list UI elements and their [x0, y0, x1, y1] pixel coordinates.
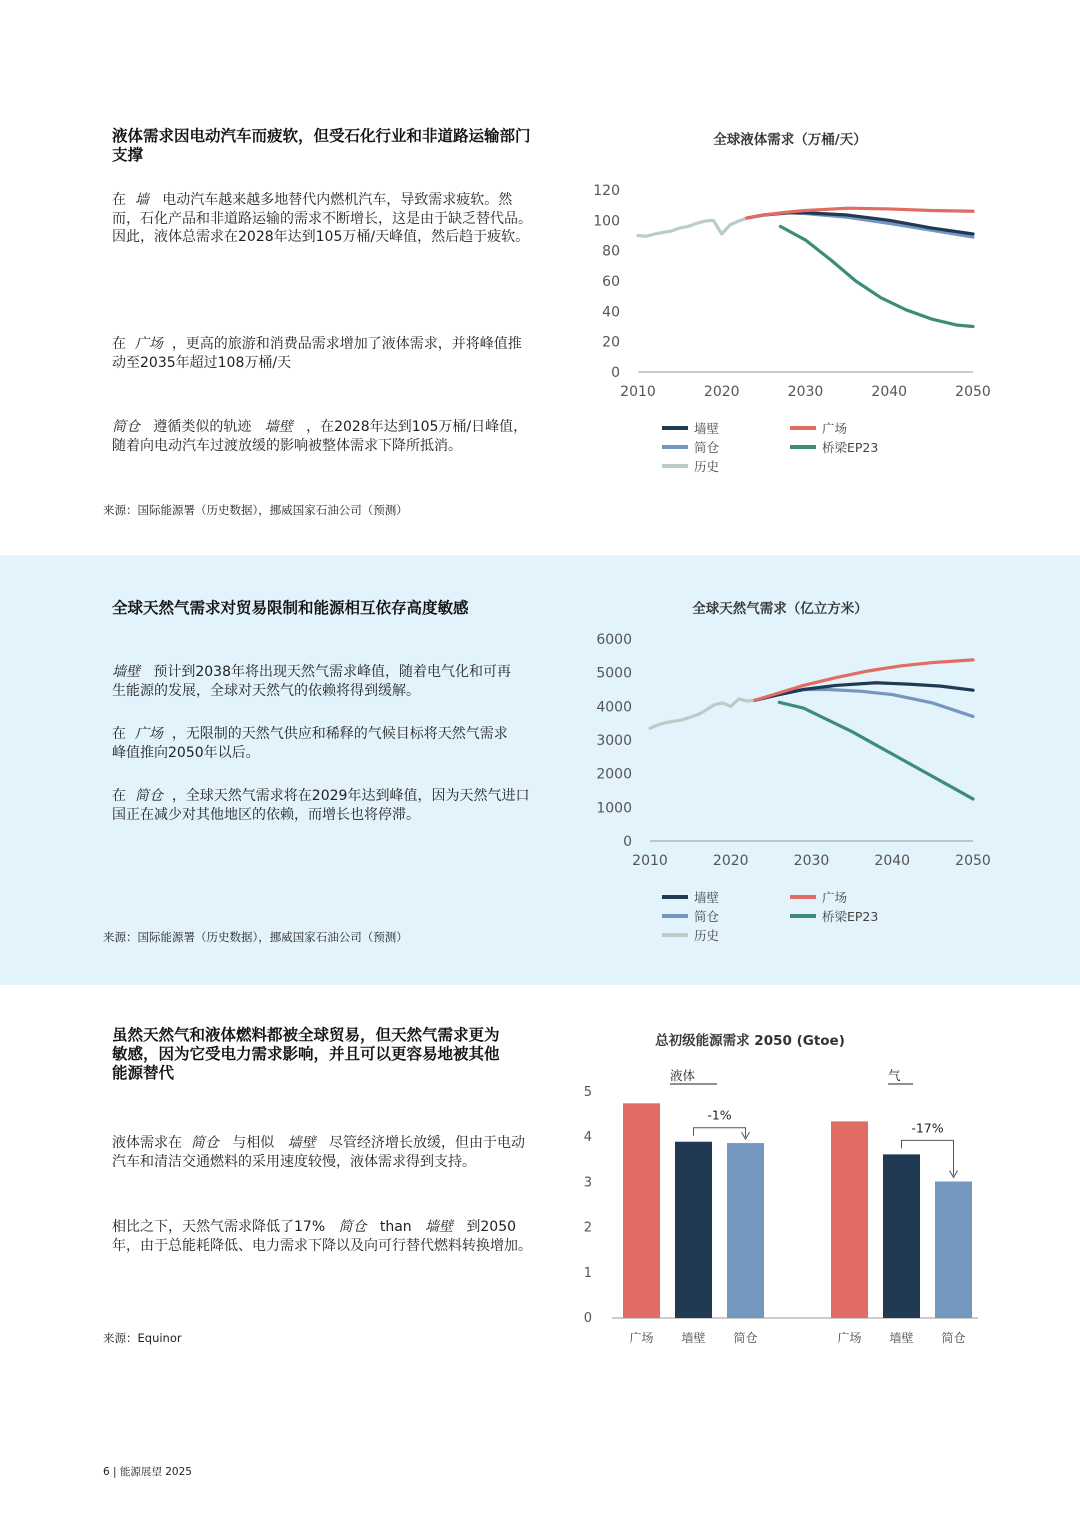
- legend-label: 历史: [694, 928, 720, 943]
- y-tick-label: 40: [602, 304, 620, 321]
- y-tick-label: 80: [602, 243, 620, 260]
- group-label: 气: [888, 1068, 901, 1083]
- x-tick-label: 2040: [874, 853, 911, 869]
- scenario-term: 墙壁: [287, 1135, 316, 1151]
- chart3-title: 总初级能源需求 2050 (Gtoe): [655, 1033, 845, 1049]
- section3-source: 来源：Equinor: [103, 1331, 182, 1345]
- y-tick-label: 1: [583, 1265, 592, 1281]
- y-tick-label: 4000: [596, 699, 632, 716]
- y-tick-label: 60: [602, 274, 620, 290]
- y-tick-label: 100: [593, 213, 620, 230]
- scenario-term: 广场: [134, 336, 163, 352]
- chart2-title: 全球天然气需求（亿立方米）: [692, 601, 868, 617]
- x-category-label: 简仓: [733, 1331, 758, 1345]
- x-category-label: 广场: [837, 1331, 862, 1345]
- page-footer: 6 | 能源展望 2025: [103, 1466, 192, 1478]
- primary-energy-bar-chart: [570, 1060, 1000, 1360]
- series-line: [650, 699, 755, 728]
- legend-label: 桥梁EP23: [822, 440, 879, 455]
- bar: [675, 1142, 712, 1318]
- scenario-term: 简仓: [112, 419, 140, 435]
- y-tick-label: 4: [583, 1130, 592, 1146]
- section1-heading: 液体需求因电动汽车而疲软，但受石化行业和非道路运输部门支撑: [112, 127, 531, 164]
- x-category-label: 广场: [629, 1331, 654, 1345]
- scenario-term: 广场: [134, 726, 163, 742]
- legend-label: 历史: [694, 459, 720, 474]
- x-tick-label: 2040: [871, 384, 908, 400]
- section1-paragraph-1: 在 墙 电动汽车越来越多地替代内燃机汽车，导致需求疲软。然而，石化产品和非道路运输的需求不断增长，这是由于缺乏替代品。因此，液体总需求在2028年达到105万桶/天峰值，然后趋于疲软。: [112, 192, 532, 245]
- legend-label: 广场: [822, 421, 848, 436]
- y-tick-label: 2000: [596, 766, 632, 783]
- section2-paragraph-1: 墙壁 预计到2038年将出现天然气需求峰值，随着电气化和可再生能源的发展，全球对天然气的依赖将得到缓解。: [112, 664, 511, 699]
- y-tick-label: 3: [583, 1175, 592, 1191]
- y-tick-label: 20: [602, 334, 620, 351]
- y-tick-label: 0: [583, 1311, 592, 1326]
- scenario-term: 简仓: [134, 788, 163, 804]
- y-tick-label: 2: [583, 1220, 592, 1236]
- bar: [623, 1103, 660, 1318]
- series-line: [780, 226, 973, 326]
- gas-demand-chart: [580, 625, 1000, 945]
- x-category-label: 简仓: [941, 1331, 966, 1345]
- legend-label: 桥梁EP23: [822, 909, 879, 924]
- section1-paragraph-2: 在 广场 ，更高的旅游和消费品需求增加了液体需求，并将峰值推动至2035年超过108万桶/天: [112, 336, 522, 371]
- scenario-term: 简仓: [338, 1219, 367, 1235]
- series-line: [779, 702, 973, 799]
- legend-label: 简仓: [694, 909, 720, 924]
- x-tick-label: 2030: [787, 384, 824, 400]
- section2-paragraph-2: 在 广场 ，无限制的天然气供应和稀释的气候目标将天然气需求峰值推向2050年以后。: [112, 726, 508, 761]
- legend-label: 墙壁: [694, 890, 720, 905]
- x-tick-label: 2010: [632, 853, 668, 869]
- liquids-demand-chart: [580, 170, 1000, 480]
- x-category-label: 墙壁: [681, 1331, 706, 1345]
- bar: [831, 1121, 868, 1318]
- bar: [883, 1154, 920, 1318]
- y-tick-label: 0: [611, 365, 620, 381]
- y-tick-label: 5000: [596, 665, 632, 682]
- section2-paragraph-3: 在 简仓 ，全球天然气需求将在2029年达到峰值，因为天然气进口国正在减少对其他地区的依赖，而增长也将停滞。: [112, 788, 530, 823]
- y-tick-label: 3000: [596, 733, 632, 749]
- section2-source: 来源：国际能源署（历史数据），挪威国家石油公司（预测）: [103, 930, 408, 944]
- section2-heading: 全球天然气需求对贸易限制和能源相互依存高度敏感: [112, 599, 469, 617]
- y-tick-label: 1000: [596, 800, 632, 817]
- legend-label: 简仓: [694, 440, 720, 455]
- section1-source: 来源：国际能源署（历史数据），挪威国家石油公司（预测）: [103, 503, 408, 517]
- group-label: 液体: [670, 1068, 696, 1083]
- section3-paragraph-2: 相比之下，天然气需求降低了17% 简仓 than 墙壁 到2050年，由于总能耗降低、电力需求下降以及向可行替代燃料转换增加。: [112, 1219, 532, 1254]
- series-line: [638, 218, 747, 236]
- y-tick-label: 5: [583, 1085, 592, 1100]
- x-category-label: 墙壁: [889, 1331, 914, 1345]
- scenario-term: 墙: [134, 192, 149, 208]
- y-tick-label: 120: [593, 183, 620, 199]
- bar: [935, 1181, 972, 1318]
- change-annotation: -1%: [707, 1107, 732, 1123]
- x-tick-label: 2050: [955, 853, 991, 869]
- scenario-term: 墙壁: [425, 1219, 454, 1235]
- legend-label: 广场: [822, 890, 848, 905]
- scenario-term: 简仓: [190, 1135, 219, 1151]
- section1-paragraph-3: 简仓 遵循类似的轨迹 墙壁 ，在2028年达到105万桶/日峰值，随着向电动汽车过渡放缓的影响被整体需求下降所抵消。: [112, 419, 528, 454]
- chart1-title: 全球液体需求（万桶/天）: [713, 132, 867, 148]
- x-tick-label: 2020: [703, 384, 740, 400]
- x-tick-label: 2020: [712, 853, 749, 869]
- y-tick-label: 0: [623, 834, 632, 850]
- change-bracket: [694, 1128, 746, 1137]
- y-tick-label: 6000: [596, 632, 632, 648]
- section3-heading: 虽然天然气和液体燃料都被全球贸易，但天然气需求更为敏感，因为它受电力需求影响，并且可以更容易地被其他能源替代: [112, 1026, 500, 1082]
- x-tick-label: 2030: [793, 853, 830, 869]
- x-tick-label: 2050: [955, 384, 991, 400]
- section3-paragraph-1: 液体需求在 简仓 与相似 墙壁 尽管经济增长放缓，但由于电动汽车和清洁交通燃料的采用速度较慢，液体需求得到支持。: [112, 1135, 525, 1170]
- x-tick-label: 2010: [620, 384, 656, 400]
- bar: [727, 1143, 764, 1318]
- legend-label: 墙壁: [694, 421, 720, 436]
- change-annotation: -17%: [911, 1120, 944, 1136]
- scenario-term: 墙壁: [264, 419, 293, 435]
- scenario-term: 墙壁: [112, 664, 140, 680]
